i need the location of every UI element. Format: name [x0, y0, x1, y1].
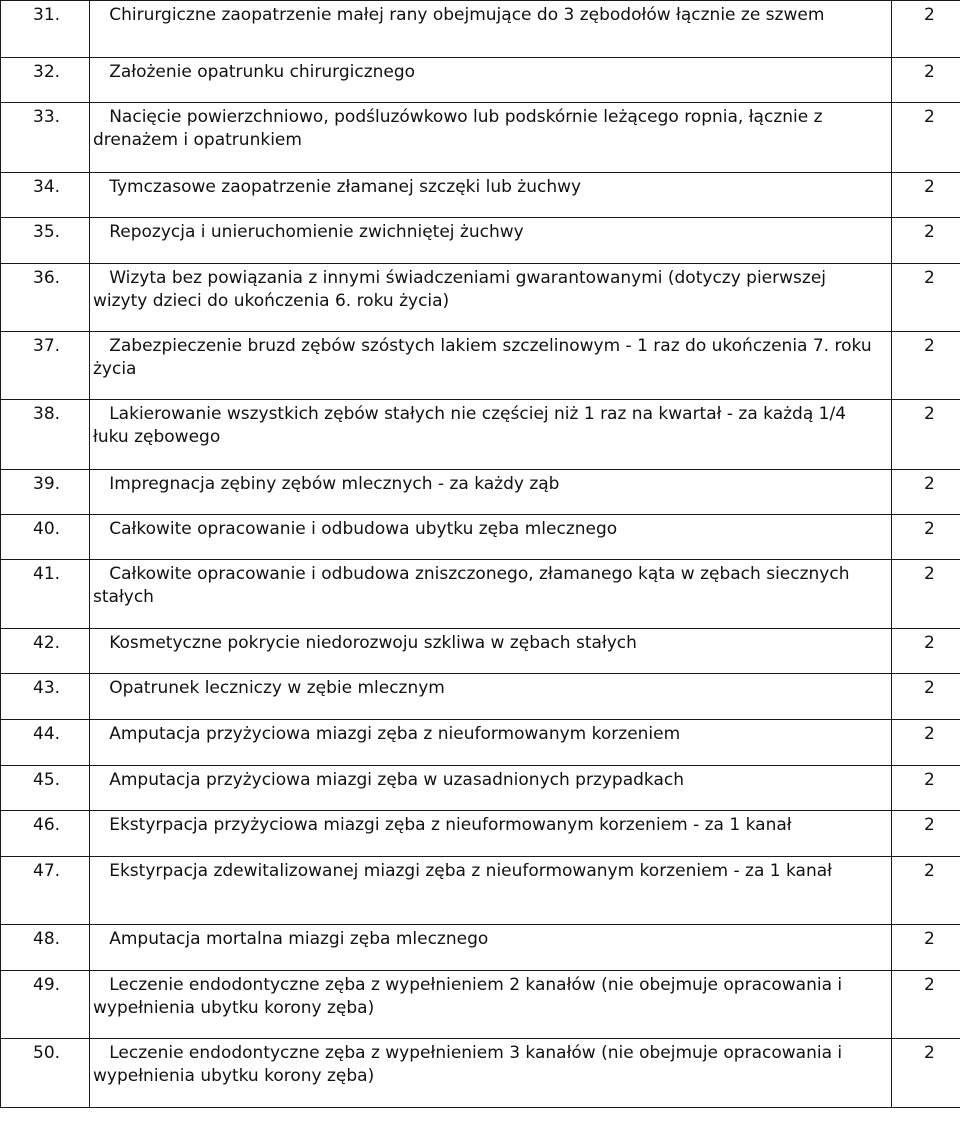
row-value: 2	[892, 925, 960, 971]
table-row	[1, 515, 960, 560]
row-description-text: Leczenie endodontyczne zęba z wypełnieniem 3 kanałów (nie obejmuje opracowania i wypełnienia ubytku korony zęba)	[93, 1043, 843, 1086]
row-description	[90, 264, 892, 332]
row-description	[90, 103, 892, 173]
table-row	[1, 629, 960, 674]
row-description	[90, 971, 892, 1039]
row-description-text: Lakierowanie wszystkich zębów stałych nie częściej niż 1 raz na kwartał - za każdą 1/4 łuku zębowego	[93, 404, 847, 447]
table-row	[1, 560, 960, 629]
row-number: 37.	[1, 332, 90, 400]
row-number: 32.	[1, 58, 90, 103]
row-number: 38.	[1, 400, 90, 470]
row-value: 2	[892, 173, 960, 218]
row-description-text: Wizyta bez powiązania z innymi świadczeniami gwarantowanymi (dotyczy pierwszej wizyty dzieci do ukończenia 6. roku życia)	[93, 268, 827, 311]
row-description	[90, 857, 892, 925]
row-number: 47.	[1, 857, 90, 925]
row-value: 2	[892, 400, 960, 470]
row-number: 42.	[1, 629, 90, 674]
row-value: 2	[892, 1, 960, 58]
table-row	[1, 971, 960, 1039]
table-row	[1, 173, 960, 218]
row-number: 44.	[1, 720, 90, 766]
row-number: 31.	[1, 1, 90, 58]
row-number: 43.	[1, 674, 90, 720]
row-description-text: Tymczasowe zaopatrzenie złamanej szczęki lub żuchwy	[93, 177, 582, 197]
row-description	[90, 58, 892, 103]
row-description-text: Ekstyrpacja przyżyciowa miazgi zęba z nieuformowanym korzeniem - za 1 kanał	[93, 815, 792, 835]
row-description-text: Założenie opatrunku chirurgicznego	[93, 62, 416, 82]
row-description	[90, 925, 892, 971]
table-row	[1, 674, 960, 720]
row-description	[90, 674, 892, 720]
row-description	[90, 560, 892, 629]
row-number: 50.	[1, 1039, 90, 1108]
row-value: 2	[892, 1039, 960, 1108]
row-description-text: Całkowite opracowanie i odbudowa ubytku zęba mlecznego	[93, 519, 618, 539]
row-description-text: Nacięcie powierzchniowo, podśluzówkowo lub podskórnie leżącego ropnia, łącznie z drenażem i opatrunkiem	[93, 107, 823, 150]
row-description	[90, 400, 892, 470]
row-description-text: Leczenie endodontyczne zęba z wypełnieniem 2 kanałów (nie obejmuje opracowania i wypełnienia ubytku korony zęba)	[93, 975, 843, 1018]
row-number: 40.	[1, 515, 90, 560]
row-number: 34.	[1, 173, 90, 218]
row-description	[90, 1039, 892, 1108]
row-description	[90, 470, 892, 515]
row-value: 2	[892, 560, 960, 629]
row-value: 2	[892, 971, 960, 1039]
row-description-text: Całkowite opracowanie i odbudowa zniszczonego, złamanego kąta w zębach siecznych stałych	[93, 564, 850, 607]
row-number: 41.	[1, 560, 90, 629]
row-number: 39.	[1, 470, 90, 515]
row-value: 2	[892, 470, 960, 515]
table-row	[1, 811, 960, 857]
row-number: 36.	[1, 264, 90, 332]
row-description-text: Amputacja przyżyciowa miazgi zęba z nieuformowanym korzeniem	[93, 724, 681, 744]
row-number: 35.	[1, 218, 90, 264]
table-row	[1, 58, 960, 103]
row-description	[90, 766, 892, 811]
row-description-text: Kosmetyczne pokrycie niedorozwoju szkliwa w zębach stałych	[93, 633, 637, 653]
row-value: 2	[892, 264, 960, 332]
row-value: 2	[892, 629, 960, 674]
row-number: 49.	[1, 971, 90, 1039]
row-description-text: Amputacja mortalna miazgi zęba mlecznego	[93, 929, 489, 949]
table-row	[1, 857, 960, 925]
row-description-text: Zabezpieczenie bruzd zębów szóstych lakiem szczelinowym - 1 raz do ukończenia 7. roku życia	[93, 336, 872, 379]
row-description	[90, 811, 892, 857]
row-description	[90, 629, 892, 674]
row-description	[90, 720, 892, 766]
row-description	[90, 515, 892, 560]
table-row	[1, 1, 960, 58]
table-row	[1, 720, 960, 766]
row-description	[90, 218, 892, 264]
row-description-text: Impregnacja zębiny zębów mlecznych - za każdy ząb	[93, 474, 560, 494]
table-row	[1, 264, 960, 332]
row-value: 2	[892, 811, 960, 857]
table-row	[1, 1039, 960, 1108]
table-row	[1, 766, 960, 811]
row-value: 2	[892, 58, 960, 103]
row-description-text: Chirurgiczne zaopatrzenie małej rany obejmujące do 3 zębodołów łącznie ze szwem	[93, 5, 825, 25]
row-value: 2	[892, 332, 960, 400]
row-description	[90, 1, 892, 58]
row-number: 46.	[1, 811, 90, 857]
row-description-text: Ekstyrpacja zdewitalizowanej miazgi zęba z nieuformowanym korzeniem - za 1 kanał	[93, 861, 832, 881]
row-value: 2	[892, 720, 960, 766]
table-row	[1, 332, 960, 400]
row-value: 2	[892, 857, 960, 925]
services-table-body	[1, 1, 960, 1108]
row-value: 2	[892, 515, 960, 560]
row-number: 45.	[1, 766, 90, 811]
row-value: 2	[892, 766, 960, 811]
table-row	[1, 470, 960, 515]
row-value: 2	[892, 674, 960, 720]
table-row	[1, 925, 960, 971]
row-description	[90, 332, 892, 400]
row-description-text: Amputacja przyżyciowa miazgi zęba w uzasadnionych przypadkach	[93, 770, 685, 790]
row-number: 48.	[1, 925, 90, 971]
table-row	[1, 103, 960, 173]
row-description-text: Repozycja i unieruchomienie zwichniętej żuchwy	[93, 222, 524, 242]
row-number: 33.	[1, 103, 90, 173]
row-value: 2	[892, 218, 960, 264]
row-description	[90, 173, 892, 218]
table-row	[1, 400, 960, 470]
row-description-text: Opatrunek leczniczy w zębie mlecznym	[93, 678, 445, 698]
row-value: 2	[892, 103, 960, 173]
table-row	[1, 218, 960, 264]
